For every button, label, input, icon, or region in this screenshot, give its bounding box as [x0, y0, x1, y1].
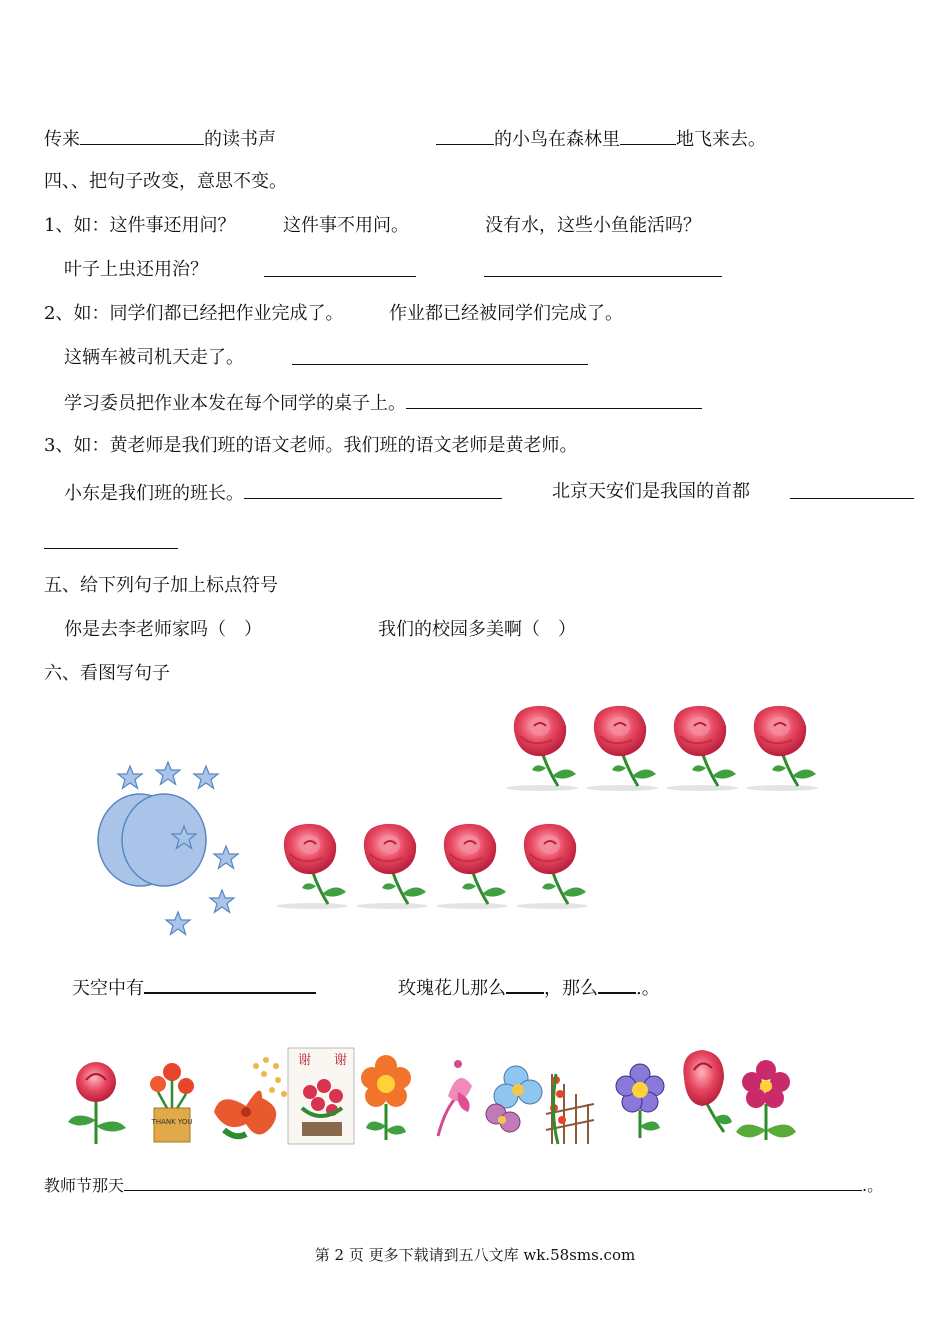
- star-icon: [118, 766, 142, 788]
- q3-item-b: 北京天安们是我国的首都: [552, 481, 750, 502]
- teacher-day-prompt: [44, 1174, 883, 1198]
- rose-icon: [586, 706, 658, 791]
- star-icon: [214, 846, 238, 868]
- fill-blank-right: [436, 126, 766, 152]
- q2-item-b: [64, 390, 702, 416]
- q1-example: 1、如：这件事还用问？: [44, 215, 236, 236]
- q2-example: 2、如：同学们都已经把作业完成了。: [44, 303, 344, 324]
- thank-you-card-icon: [288, 1048, 354, 1144]
- answer-line[interactable]: [124, 1174, 862, 1191]
- q3-item-a: [64, 480, 502, 506]
- q1-item-a: 没有水，这些小鱼能活吗？: [485, 215, 701, 236]
- flower-cluster-icon: [486, 1066, 542, 1132]
- rose-icon: [276, 824, 348, 909]
- card-text-right: 谢: [334, 1053, 348, 1068]
- rose-prompt-a: 玫瑰花儿那么: [398, 978, 506, 999]
- rose-icon: [436, 824, 508, 909]
- rose-icon: [516, 824, 588, 909]
- q2-item-a: 这辆车被司机天走了。: [64, 347, 244, 368]
- pink-lily-icon: [438, 1060, 472, 1136]
- answer-line[interactable]: [506, 974, 544, 994]
- rose-icon: [746, 706, 818, 791]
- card-text-left: 谢: [298, 1053, 312, 1068]
- answer-line[interactable]: [264, 258, 416, 284]
- teacher-day-text: 教师节那天: [44, 1176, 125, 1195]
- star-icon: [156, 762, 180, 784]
- rose-prompt: [398, 974, 660, 1001]
- rose-row-lower: [272, 822, 596, 914]
- answer-line[interactable]: [244, 480, 502, 499]
- teacher-day-end: .。: [862, 1176, 884, 1195]
- section4-heading: 四、、把句子改变，意思不变。: [44, 171, 287, 192]
- rose-prompt-c: .。: [636, 978, 660, 999]
- star-icon: [210, 890, 234, 912]
- answer-line[interactable]: [44, 530, 178, 556]
- s5-item-a: 你是去李老师家吗（ ）: [64, 619, 262, 640]
- answer-line[interactable]: [484, 258, 722, 284]
- sky-prompt: [72, 974, 316, 1001]
- section6-heading: 六、看图写句子: [44, 663, 170, 684]
- potted-flower-icon: [150, 1063, 194, 1142]
- purple-flower-icon: [616, 1064, 664, 1138]
- blank-line[interactable]: [436, 126, 494, 145]
- q3-item-a-text: 小东是我们班的班长。: [64, 483, 244, 504]
- section5-heading: 五、给下列句子加上标点符号: [44, 575, 278, 596]
- answer-line[interactable]: [598, 974, 636, 994]
- magenta-flower-icon: [736, 1060, 796, 1140]
- star-icon: [166, 912, 190, 934]
- hibiscus-icon: [214, 1057, 287, 1136]
- fill-blank-left-post: 的读书声: [204, 129, 276, 150]
- rose-icon: [666, 706, 738, 791]
- s5-item-b: 我们的校园多美啊（ ）: [378, 619, 576, 640]
- answer-line[interactable]: [790, 480, 914, 506]
- flower-strip: [58, 1046, 808, 1150]
- trellis-flower-icon: [546, 1074, 594, 1144]
- fill-blank-right-post: 地飞来去。: [676, 129, 766, 150]
- orange-flower-icon: [361, 1055, 411, 1140]
- moon-stars-picture: [90, 758, 250, 940]
- fill-blank-left: [44, 126, 276, 152]
- fill-blank-left-pre: 传来: [44, 129, 80, 150]
- sky-prompt-text: 天空中有: [72, 978, 144, 999]
- rose-row-upper: [502, 704, 826, 796]
- q2-item-b-text: 学习委员把作业本发在每个同学的桌子上。: [64, 393, 406, 414]
- rose-prompt-b: ，那么: [544, 978, 598, 999]
- q2-answer: 作业都已经被同学们完成了。: [389, 303, 623, 324]
- page-footer: 第 2 页 更多下载请到五八文库 wk.58sms.com: [314, 1246, 636, 1264]
- blank-line[interactable]: [80, 126, 204, 145]
- rose-icon: [506, 706, 578, 791]
- rose-icon: [356, 824, 428, 909]
- moon-icon: [98, 794, 206, 886]
- answer-line[interactable]: [144, 974, 316, 994]
- q3-example: 3、如：黄老师是我们班的语文老师。我们班的语文老师是黄老师。: [44, 435, 578, 456]
- fill-blank-right-mid: 的小鸟在森林里: [494, 129, 620, 150]
- q1-item-b: 叶子上虫还用治？: [64, 259, 208, 280]
- star-icon: [194, 766, 218, 788]
- answer-line[interactable]: [292, 346, 588, 372]
- rose-bud-icon: [683, 1050, 732, 1132]
- q1-answer: 这件事不用问。: [283, 215, 409, 236]
- rose-bouquet-icon: [68, 1062, 126, 1144]
- blank-line[interactable]: [620, 126, 676, 145]
- answer-line[interactable]: [406, 390, 702, 409]
- thank-you-label: THANK YOU: [151, 1118, 193, 1126]
